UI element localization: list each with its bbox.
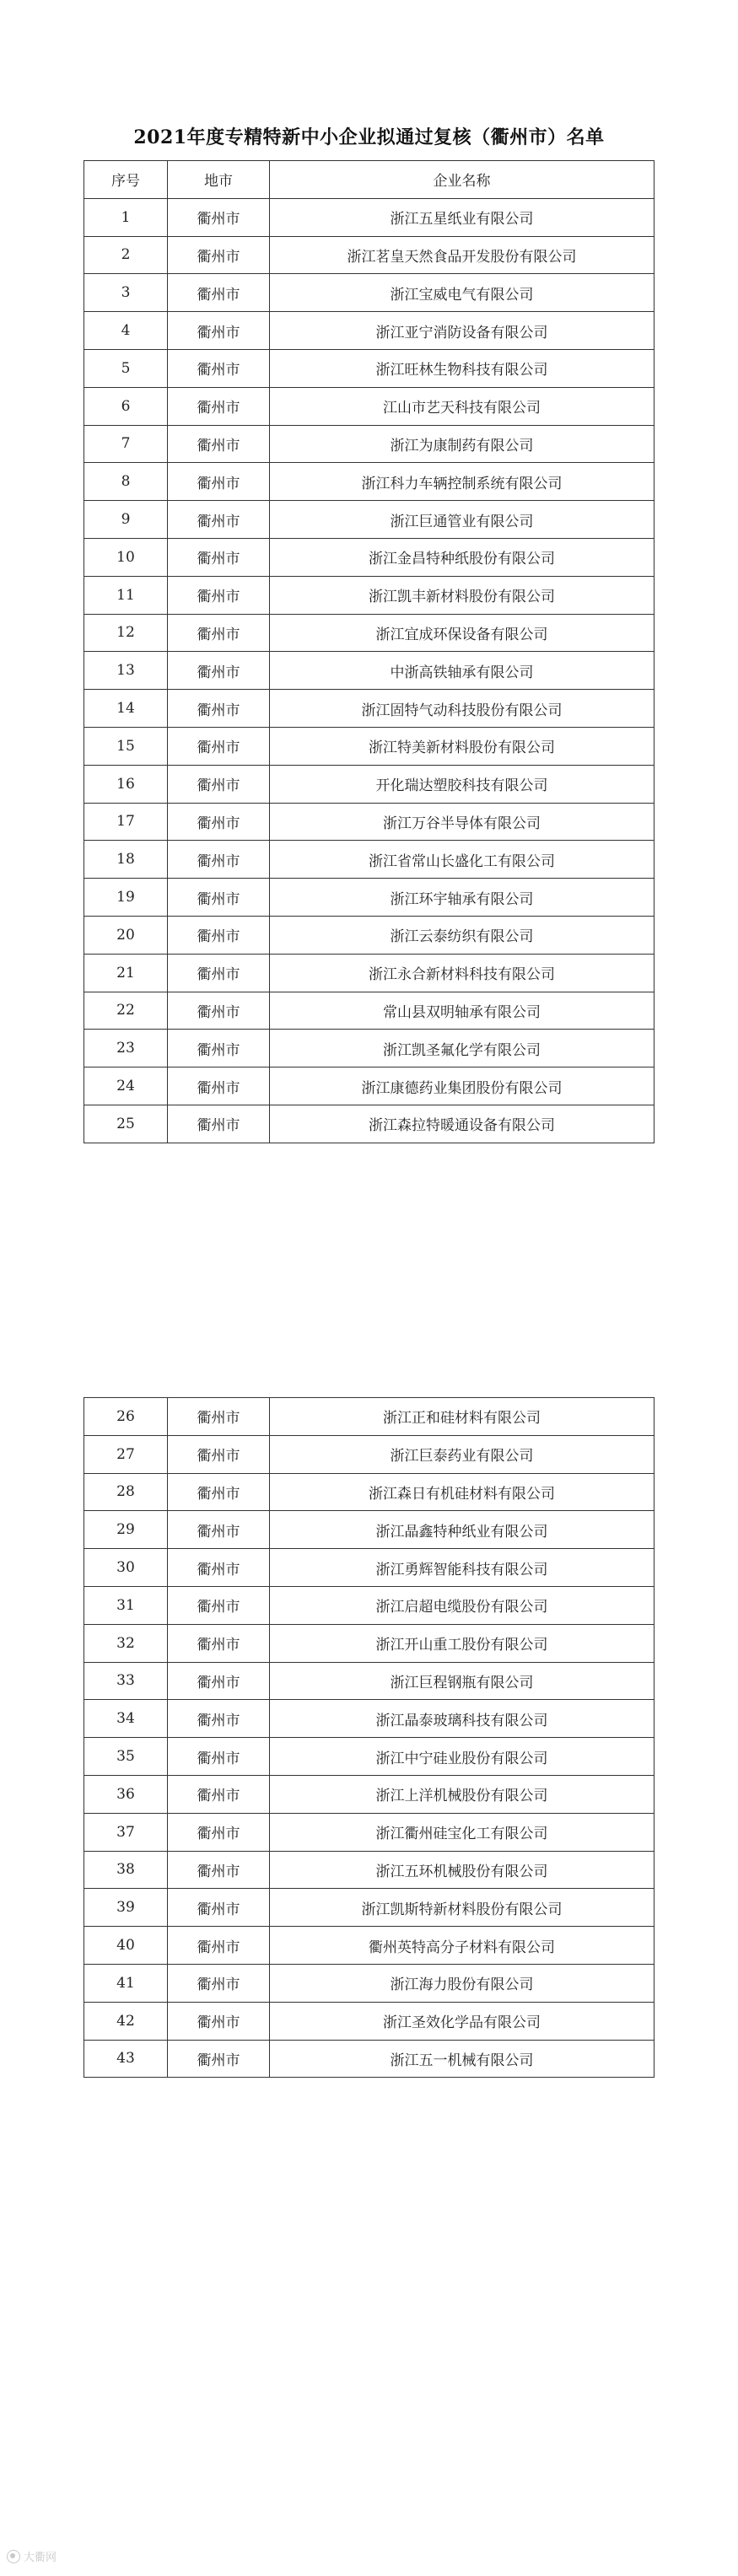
- table-row: [84, 387, 655, 425]
- row-number: 28: [84, 1473, 168, 1511]
- table-row: [84, 1624, 655, 1662]
- table-row: [84, 1068, 655, 1105]
- row-number: 15: [84, 727, 168, 765]
- row-company-name: 浙江圣效化学品有限公司: [270, 2002, 655, 2040]
- row-city: 衢州市: [168, 1511, 270, 1549]
- row-company-name: 浙江启超电缆股份有限公司: [270, 1586, 655, 1624]
- row-company-name: 浙江五星纸业有限公司: [270, 198, 655, 236]
- row-city: 衢州市: [168, 274, 270, 312]
- row-number: 32: [84, 1624, 168, 1662]
- table-row: [84, 652, 655, 690]
- row-number: 9: [84, 501, 168, 539]
- row-city: 衢州市: [168, 1068, 270, 1105]
- row-city: 衢州市: [168, 312, 270, 350]
- table-row: [84, 1964, 655, 2002]
- row-number: 21: [84, 954, 168, 992]
- row-number: 20: [84, 916, 168, 954]
- table-row: [84, 349, 655, 387]
- row-company-name: 浙江五一机械有限公司: [270, 2040, 655, 2078]
- table-row: [84, 916, 655, 954]
- row-city: 衢州市: [168, 1775, 270, 1813]
- row-number: 30: [84, 1549, 168, 1587]
- row-city: 衢州市: [168, 387, 270, 425]
- table-row: [84, 727, 655, 765]
- row-city: 衢州市: [168, 727, 270, 765]
- table-row: [84, 2002, 655, 2040]
- header-company: 企业名称: [270, 161, 655, 199]
- table-row: [84, 1927, 655, 1965]
- row-company-name: 浙江开山重工股份有限公司: [270, 1624, 655, 1662]
- row-number: 42: [84, 2002, 168, 2040]
- table-row: [84, 879, 655, 917]
- row-number: 12: [84, 614, 168, 652]
- row-company-name: 江山市艺天科技有限公司: [270, 387, 655, 425]
- row-company-name: 浙江宜成环保设备有限公司: [270, 614, 655, 652]
- row-city: 衢州市: [168, 1964, 270, 2002]
- row-company-name: 浙江特美新材料股份有限公司: [270, 727, 655, 765]
- row-company-name: 浙江上洋机械股份有限公司: [270, 1775, 655, 1813]
- row-company-name: 浙江永合新材料科技有限公司: [270, 954, 655, 992]
- row-number: 3: [84, 274, 168, 312]
- row-number: 2: [84, 236, 168, 274]
- row-city: 衢州市: [168, 501, 270, 539]
- row-number: 10: [84, 538, 168, 576]
- table-row: [84, 538, 655, 576]
- row-number: 31: [84, 1586, 168, 1624]
- table-row: [84, 1662, 655, 1700]
- table-row: [84, 954, 655, 992]
- row-company-name: 浙江凯圣氟化学有限公司: [270, 1030, 655, 1068]
- table-row: [84, 1030, 655, 1068]
- table-row: [84, 1738, 655, 1776]
- row-city: 衢州市: [168, 1105, 270, 1143]
- row-company-name: 浙江海力股份有限公司: [270, 1964, 655, 2002]
- row-city: 衢州市: [168, 1889, 270, 1927]
- header-no: 序号: [84, 161, 168, 199]
- row-company-name: 浙江科力车辆控制系统有限公司: [270, 463, 655, 501]
- company-table-part-1: [83, 160, 655, 1143]
- row-city: 衢州市: [168, 841, 270, 879]
- row-number: 18: [84, 841, 168, 879]
- table-row: [84, 1511, 655, 1549]
- table-row: [84, 1889, 655, 1927]
- table-row: [84, 2040, 655, 2078]
- row-city: 衢州市: [168, 1662, 270, 1700]
- row-number: 7: [84, 425, 168, 463]
- row-number: 38: [84, 1851, 168, 1889]
- row-number: 40: [84, 1927, 168, 1965]
- row-company-name: 常山县双明轴承有限公司: [270, 992, 655, 1030]
- table-row: [84, 1851, 655, 1889]
- row-city: 衢州市: [168, 1700, 270, 1738]
- row-city: 衢州市: [168, 916, 270, 954]
- row-city: 衢州市: [168, 992, 270, 1030]
- table-row: [84, 765, 655, 803]
- row-city: 衢州市: [168, 1586, 270, 1624]
- table-row: [84, 1813, 655, 1851]
- row-company-name: 浙江凯丰新材料股份有限公司: [270, 576, 655, 614]
- row-city: 衢州市: [168, 879, 270, 917]
- table-row: [84, 614, 655, 652]
- row-number: 35: [84, 1738, 168, 1776]
- row-city: 衢州市: [168, 690, 270, 728]
- table-row: [84, 501, 655, 539]
- row-number: 8: [84, 463, 168, 501]
- row-city: 衢州市: [168, 349, 270, 387]
- row-city: 衢州市: [168, 425, 270, 463]
- row-city: 衢州市: [168, 954, 270, 992]
- row-city: 衢州市: [168, 614, 270, 652]
- row-company-name: 浙江凯斯特新材料股份有限公司: [270, 1889, 655, 1927]
- row-number: 29: [84, 1511, 168, 1549]
- row-company-name: 浙江巨通管业有限公司: [270, 501, 655, 539]
- table-row: [84, 236, 655, 274]
- table-row: [84, 1398, 655, 1436]
- row-company-name: 浙江五环机械股份有限公司: [270, 1851, 655, 1889]
- row-number: 22: [84, 992, 168, 1030]
- row-city: 衢州市: [168, 1927, 270, 1965]
- row-city: 衢州市: [168, 765, 270, 803]
- row-city: 衢州市: [168, 1473, 270, 1511]
- table-row: [84, 1105, 655, 1143]
- row-number: 25: [84, 1105, 168, 1143]
- row-city: 衢州市: [168, 1624, 270, 1662]
- table-row: [84, 1586, 655, 1624]
- row-city: 衢州市: [168, 236, 270, 274]
- site-watermark: [7, 2548, 57, 2564]
- table-row: [84, 463, 655, 501]
- row-company-name: 浙江勇辉智能科技有限公司: [270, 1549, 655, 1587]
- table-row: [84, 992, 655, 1030]
- row-company-name: 浙江云泰纺织有限公司: [270, 916, 655, 954]
- row-company-name: 中浙高铁轴承有限公司: [270, 652, 655, 690]
- watermark-logo-icon: [7, 2550, 20, 2563]
- row-city: 衢州市: [168, 1549, 270, 1587]
- row-number: 16: [84, 765, 168, 803]
- table-row: [84, 576, 655, 614]
- watermark-text: 大衢网: [24, 2552, 57, 2564]
- table-row: [84, 1549, 655, 1587]
- row-number: 19: [84, 879, 168, 917]
- row-number: 36: [84, 1775, 168, 1813]
- table-row: [84, 690, 655, 728]
- row-company-name: 浙江茗皇天然食品开发股份有限公司: [270, 236, 655, 274]
- row-number: 4: [84, 312, 168, 350]
- row-company-name: 衢州英特高分子材料有限公司: [270, 1927, 655, 1965]
- row-city: 衢州市: [168, 576, 270, 614]
- row-city: 衢州市: [168, 538, 270, 576]
- row-city: 衢州市: [168, 1851, 270, 1889]
- table-row: [84, 803, 655, 841]
- row-city: 衢州市: [168, 198, 270, 236]
- table-row: [84, 1435, 655, 1473]
- row-company-name: 浙江康德药业集团股份有限公司: [270, 1068, 655, 1105]
- row-company-name: 浙江金昌特种纸股份有限公司: [270, 538, 655, 576]
- row-company-name: 浙江中宁硅业股份有限公司: [270, 1738, 655, 1776]
- row-company-name: 浙江固特气动科技股份有限公司: [270, 690, 655, 728]
- row-company-name: 浙江环宇轴承有限公司: [270, 879, 655, 917]
- row-number: 37: [84, 1813, 168, 1851]
- row-number: 39: [84, 1889, 168, 1927]
- table-row: [84, 274, 655, 312]
- row-city: 衢州市: [168, 1398, 270, 1436]
- row-company-name: 浙江正和硅材料有限公司: [270, 1398, 655, 1436]
- row-number: 13: [84, 652, 168, 690]
- document-title: 2021年度专精特新中小企业拟通过复核（衢州市）名单: [133, 126, 605, 148]
- row-company-name: 浙江为康制药有限公司: [270, 425, 655, 463]
- row-number: 26: [84, 1398, 168, 1436]
- row-company-name: 浙江巨程钢瓶有限公司: [270, 1662, 655, 1700]
- row-company-name: 开化瑞达塑胶科技有限公司: [270, 765, 655, 803]
- row-city: 衢州市: [168, 1030, 270, 1068]
- table-row: [84, 1775, 655, 1813]
- row-number: 17: [84, 803, 168, 841]
- row-company-name: 浙江森日有机硅材料有限公司: [270, 1473, 655, 1511]
- table-header-row: [84, 161, 655, 199]
- row-company-name: 浙江旺林生物科技有限公司: [270, 349, 655, 387]
- table-row: [84, 198, 655, 236]
- row-company-name: 浙江巨泰药业有限公司: [270, 1435, 655, 1473]
- row-city: 衢州市: [168, 803, 270, 841]
- row-number: 43: [84, 2040, 168, 2078]
- row-number: 14: [84, 690, 168, 728]
- row-city: 衢州市: [168, 1813, 270, 1851]
- row-company-name: 浙江宝威电气有限公司: [270, 274, 655, 312]
- company-table-part-2: [83, 1397, 655, 2078]
- table-row: [84, 1700, 655, 1738]
- table-row: [84, 1473, 655, 1511]
- row-number: 41: [84, 1964, 168, 2002]
- row-company-name: 浙江衢州硅宝化工有限公司: [270, 1813, 655, 1851]
- row-number: 27: [84, 1435, 168, 1473]
- row-company-name: 浙江省常山长盛化工有限公司: [270, 841, 655, 879]
- row-number: 24: [84, 1068, 168, 1105]
- row-number: 1: [84, 198, 168, 236]
- row-number: 34: [84, 1700, 168, 1738]
- row-company-name: 浙江亚宁消防设备有限公司: [270, 312, 655, 350]
- row-city: 衢州市: [168, 1435, 270, 1473]
- row-number: 11: [84, 576, 168, 614]
- row-city: 衢州市: [168, 652, 270, 690]
- row-company-name: 浙江万谷半导体有限公司: [270, 803, 655, 841]
- row-city: 衢州市: [168, 2040, 270, 2078]
- row-city: 衢州市: [168, 463, 270, 501]
- row-city: 衢州市: [168, 1738, 270, 1776]
- header-city: 地市: [168, 161, 270, 199]
- table-row: [84, 312, 655, 350]
- row-city: 衢州市: [168, 2002, 270, 2040]
- row-number: 33: [84, 1662, 168, 1700]
- row-number: 23: [84, 1030, 168, 1068]
- row-company-name: 浙江晶鑫特种纸业有限公司: [270, 1511, 655, 1549]
- row-company-name: 浙江晶泰玻璃科技有限公司: [270, 1700, 655, 1738]
- table-row: [84, 425, 655, 463]
- row-number: 5: [84, 349, 168, 387]
- row-company-name: 浙江森拉特暖通设备有限公司: [270, 1105, 655, 1143]
- row-number: 6: [84, 387, 168, 425]
- table-row: [84, 841, 655, 879]
